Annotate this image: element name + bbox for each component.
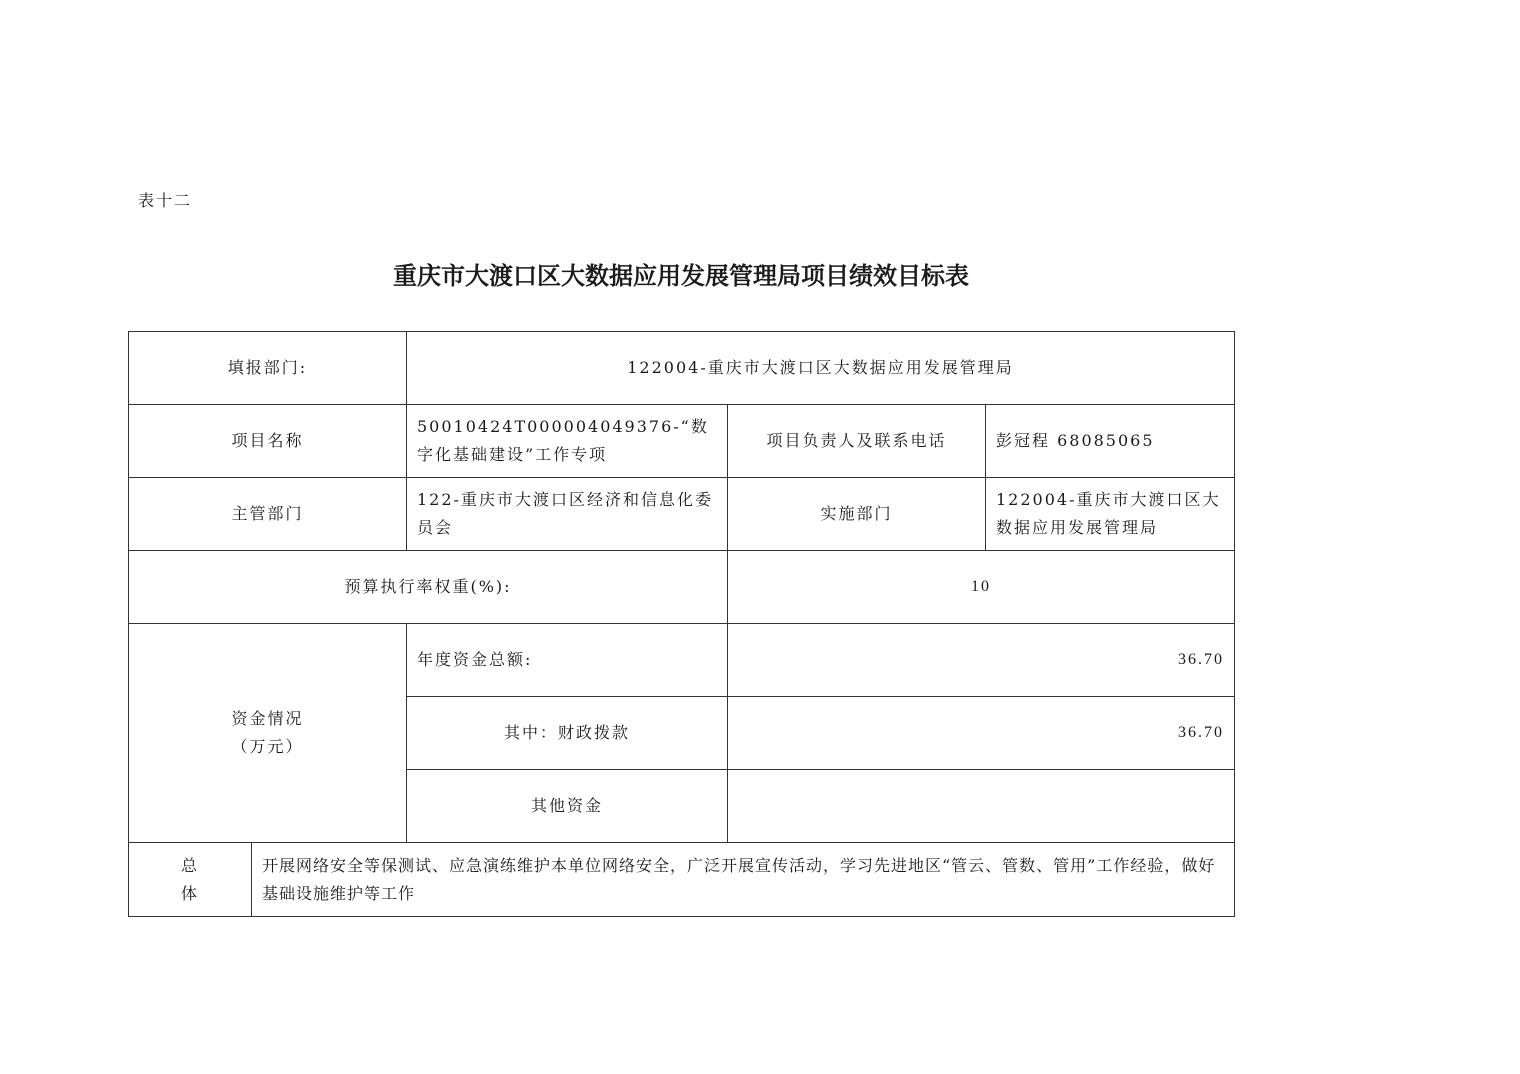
budget-weight-value: 10 — [728, 551, 1235, 624]
table-row — [129, 332, 1235, 405]
project-leader-value: 彭冠程 68085065 — [986, 405, 1235, 478]
fiscal-label: 其中：财政拨款 — [407, 697, 728, 770]
project-name-label: 项目名称 — [129, 405, 407, 478]
reporting-dept-value: 122004-重庆市大渡口区大数据应用发展管理局 — [407, 332, 1235, 405]
project-leader-label: 项目负责人及联系电话 — [728, 405, 986, 478]
annual-total-value: 36.70 — [728, 624, 1235, 697]
table-row — [129, 551, 1235, 624]
funds-label-cell — [129, 624, 407, 843]
table-row — [129, 624, 1235, 697]
performance-target-table — [128, 331, 1235, 917]
other-funds-label: 其他资金 — [407, 770, 728, 843]
impl-dept-label: 实施部门 — [728, 478, 986, 551]
budget-weight-label: 预算执行率权重(%): — [129, 551, 728, 624]
other-funds-value — [728, 770, 1235, 843]
table-row — [129, 843, 1235, 917]
overall-label-cell — [129, 843, 252, 917]
table-row — [129, 405, 1235, 478]
funds-unit: （万元） — [231, 737, 304, 756]
overall-label-char-1: 总 — [180, 855, 199, 875]
reporting-dept-label: 填报部门: — [129, 332, 407, 405]
supervisor-dept-label: 主管部门 — [129, 478, 407, 551]
document-title: 重庆市大渡口区大数据应用发展管理局项目绩效目标表 — [393, 261, 969, 290]
supervisor-dept-value: 122-重庆市大渡口区经济和信息化委员会 — [407, 478, 728, 551]
project-name-value: 50010424T000004049376-“数字化基础建设”工作专项 — [407, 405, 728, 478]
overall-target-text: 开展网络安全等保测试、应急演练维护本单位网络安全，广泛开展宣传活动，学习先进地区“管云、管数、管用”工作经验，做好基础设施维护等工作 — [252, 843, 1235, 917]
funds-label: 资金情况 — [231, 709, 304, 728]
overall-label-char-2: 体 — [180, 883, 199, 903]
table-number-label: 表十二 — [138, 191, 193, 210]
impl-dept-value: 122004-重庆市大渡口区大数据应用发展管理局 — [986, 478, 1235, 551]
annual-total-label: 年度资金总额: — [407, 624, 728, 697]
fiscal-value: 36.70 — [728, 697, 1235, 770]
table-row — [129, 478, 1235, 551]
